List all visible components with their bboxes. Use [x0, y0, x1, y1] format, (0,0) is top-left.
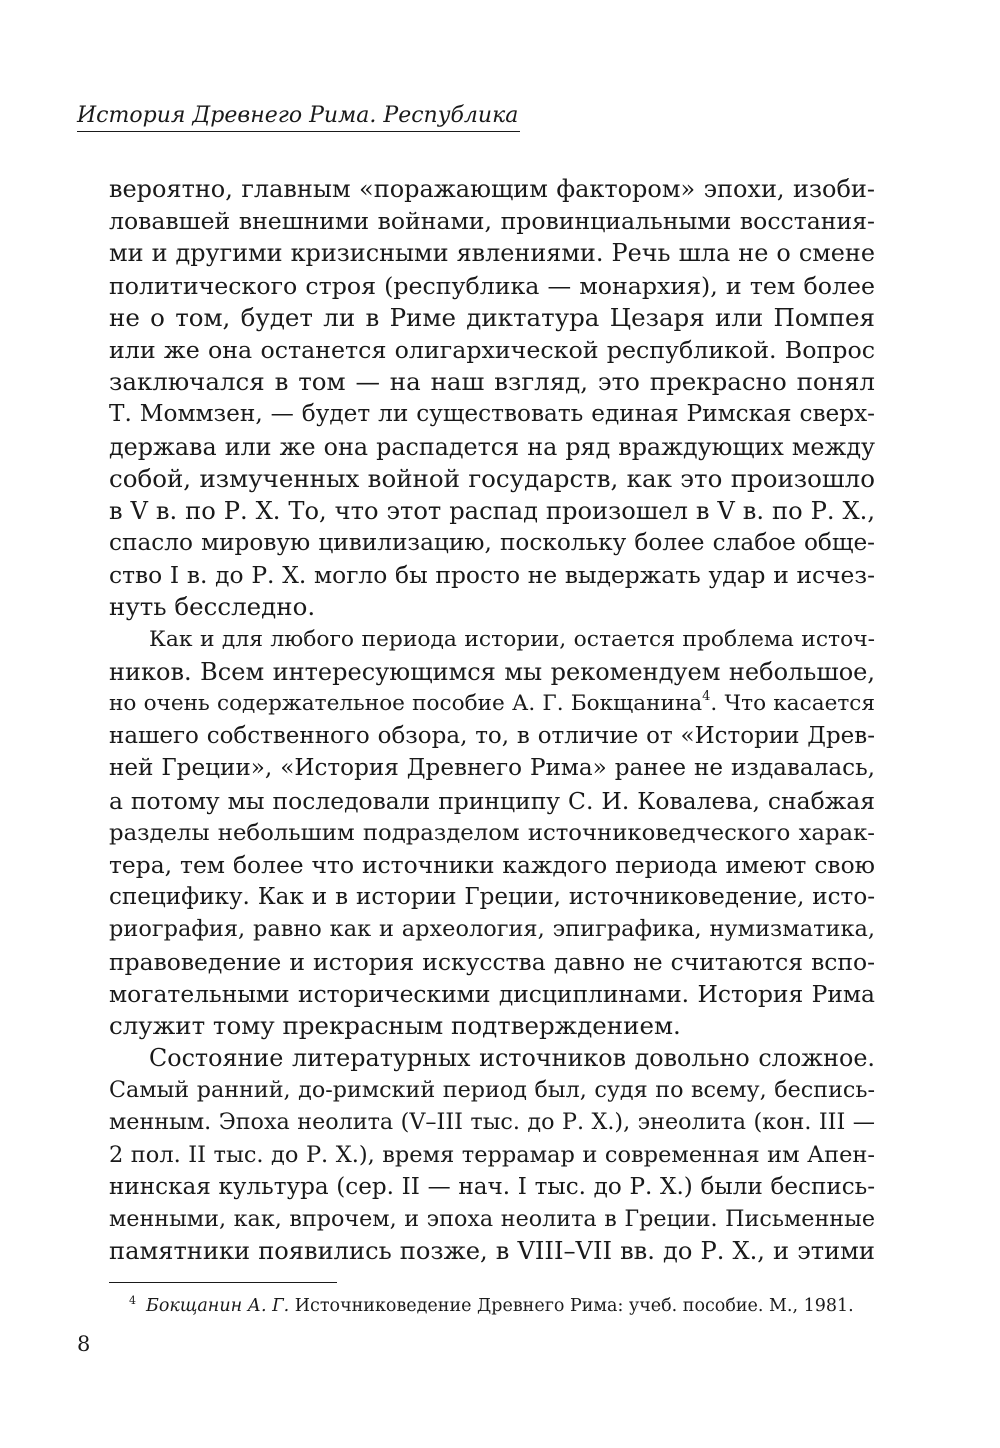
text-line: не о том, будет ли в Риме диктатура Цезаря или Помпея [109, 302, 875, 332]
text-line: памятники появились позже, в VIII–VII вв. до Р. Х., и этими [109, 1237, 875, 1266]
text-line: нинская культура (сер. II — нач. I тыс. до Р. Х.) были беспись- [109, 1173, 875, 1200]
text-line: ников. Всем интересующимся мы рекомендуем небольшое, [109, 657, 875, 686]
body-text [109, 173, 875, 1267]
text-line: Как и для любого периода истории, остается проблема источ- [149, 626, 875, 652]
page-number: 8 [77, 1332, 91, 1356]
footnote-reference[interactable]: 4 [702, 689, 711, 704]
text-line: риография, равно как и археология, эпиграфика, нумизматика, [109, 916, 875, 943]
text-line: заключался в том — на наш взгляд, это прекрасно понял [109, 367, 875, 397]
text-line: Самый ранний, до-римский период был, судя по всему, беспись- [109, 1077, 875, 1104]
footnote-marker: 4 [129, 1294, 136, 1307]
text-line: специфику. Как и в истории Греции, источниковедение, исто- [109, 884, 875, 911]
text-segment: . Что касается [710, 691, 875, 716]
text-line: вероятно, главным «поражающим фактором» эпохи, изоби- [109, 175, 875, 203]
text-line: 2 пол. II тыс. до Р. Х.), время террамар и современная им Апен- [109, 1141, 875, 1168]
text-line: или же она останется олигархической республикой. Вопрос [109, 335, 875, 364]
text-line: ней Греции», «История Древнего Рима» ранее не издавалась, [109, 755, 875, 782]
footnote [129, 1294, 854, 1318]
text-line-with-footnote-ref [109, 688, 875, 720]
text-line: разделы небольшим подразделом источниковедческого харак- [109, 819, 875, 846]
text-line: спасло мировую цивилизацию, поскольку более слабое обще- [109, 529, 875, 557]
text-line: могательными историческими дисциплинами. История Рима [109, 979, 875, 1008]
text-line: правоведение и история искусства давно не считаются вспо- [109, 947, 875, 976]
footnote-author: Бокщанин А. Г. [146, 1296, 290, 1316]
running-head: История Древнего Рима. Республика [77, 101, 520, 132]
text-line: служит тому прекрасным подтверждением. [109, 1010, 681, 1040]
footnote-divider [109, 1282, 337, 1283]
text-line: ство I в. до Р. Х. могло бы просто не выдержать удар и исчез- [109, 561, 875, 590]
text-line: ловавшей внешними войнами, провинциальными восстания- [109, 207, 875, 236]
text-line: Состояние литературных источников довольно сложное. [149, 1044, 875, 1073]
text-line: тера, тем более что источники каждого периода имеют свою [109, 850, 875, 879]
footnote-text: Источниковедение Древнего Рима: учеб. пособие. М., 1981. [294, 1296, 854, 1316]
text-line: нуть бесследно. [109, 592, 316, 622]
text-line: менным. Эпоха неолита (V–III тыс. до Р. Х.), энеолита (кон. III — [109, 1109, 875, 1136]
text-line: в V в. по Р. Х. То, что этот распад произошел в V в. по Р. Х., [109, 496, 875, 525]
text-line: нашего собственного обзора, то, в отличие от «Истории Древ- [109, 723, 875, 750]
text-line: политического строя (республика — монархия), и тем более [109, 271, 875, 300]
text-line: собой, измученных войной государств, как это произошло [109, 463, 875, 493]
text-segment: но очень содержательное пособие А. Г. Бокщанина [109, 691, 703, 716]
text-line: а потому мы последовали принципу С. И. Ковалева, снабжая [109, 786, 875, 815]
text-line: держава или же она распадется на ряд враждующих между [109, 432, 875, 461]
text-line: менными, как, впрочем, и эпоха неолита в Греции. Письменные [109, 1206, 875, 1232]
text-line: ми и другими кризисными явлениями. Речь шла не о смене [109, 239, 875, 268]
text-line: Т. Моммзен, — будет ли существовать единая Римская сверх- [109, 400, 875, 428]
